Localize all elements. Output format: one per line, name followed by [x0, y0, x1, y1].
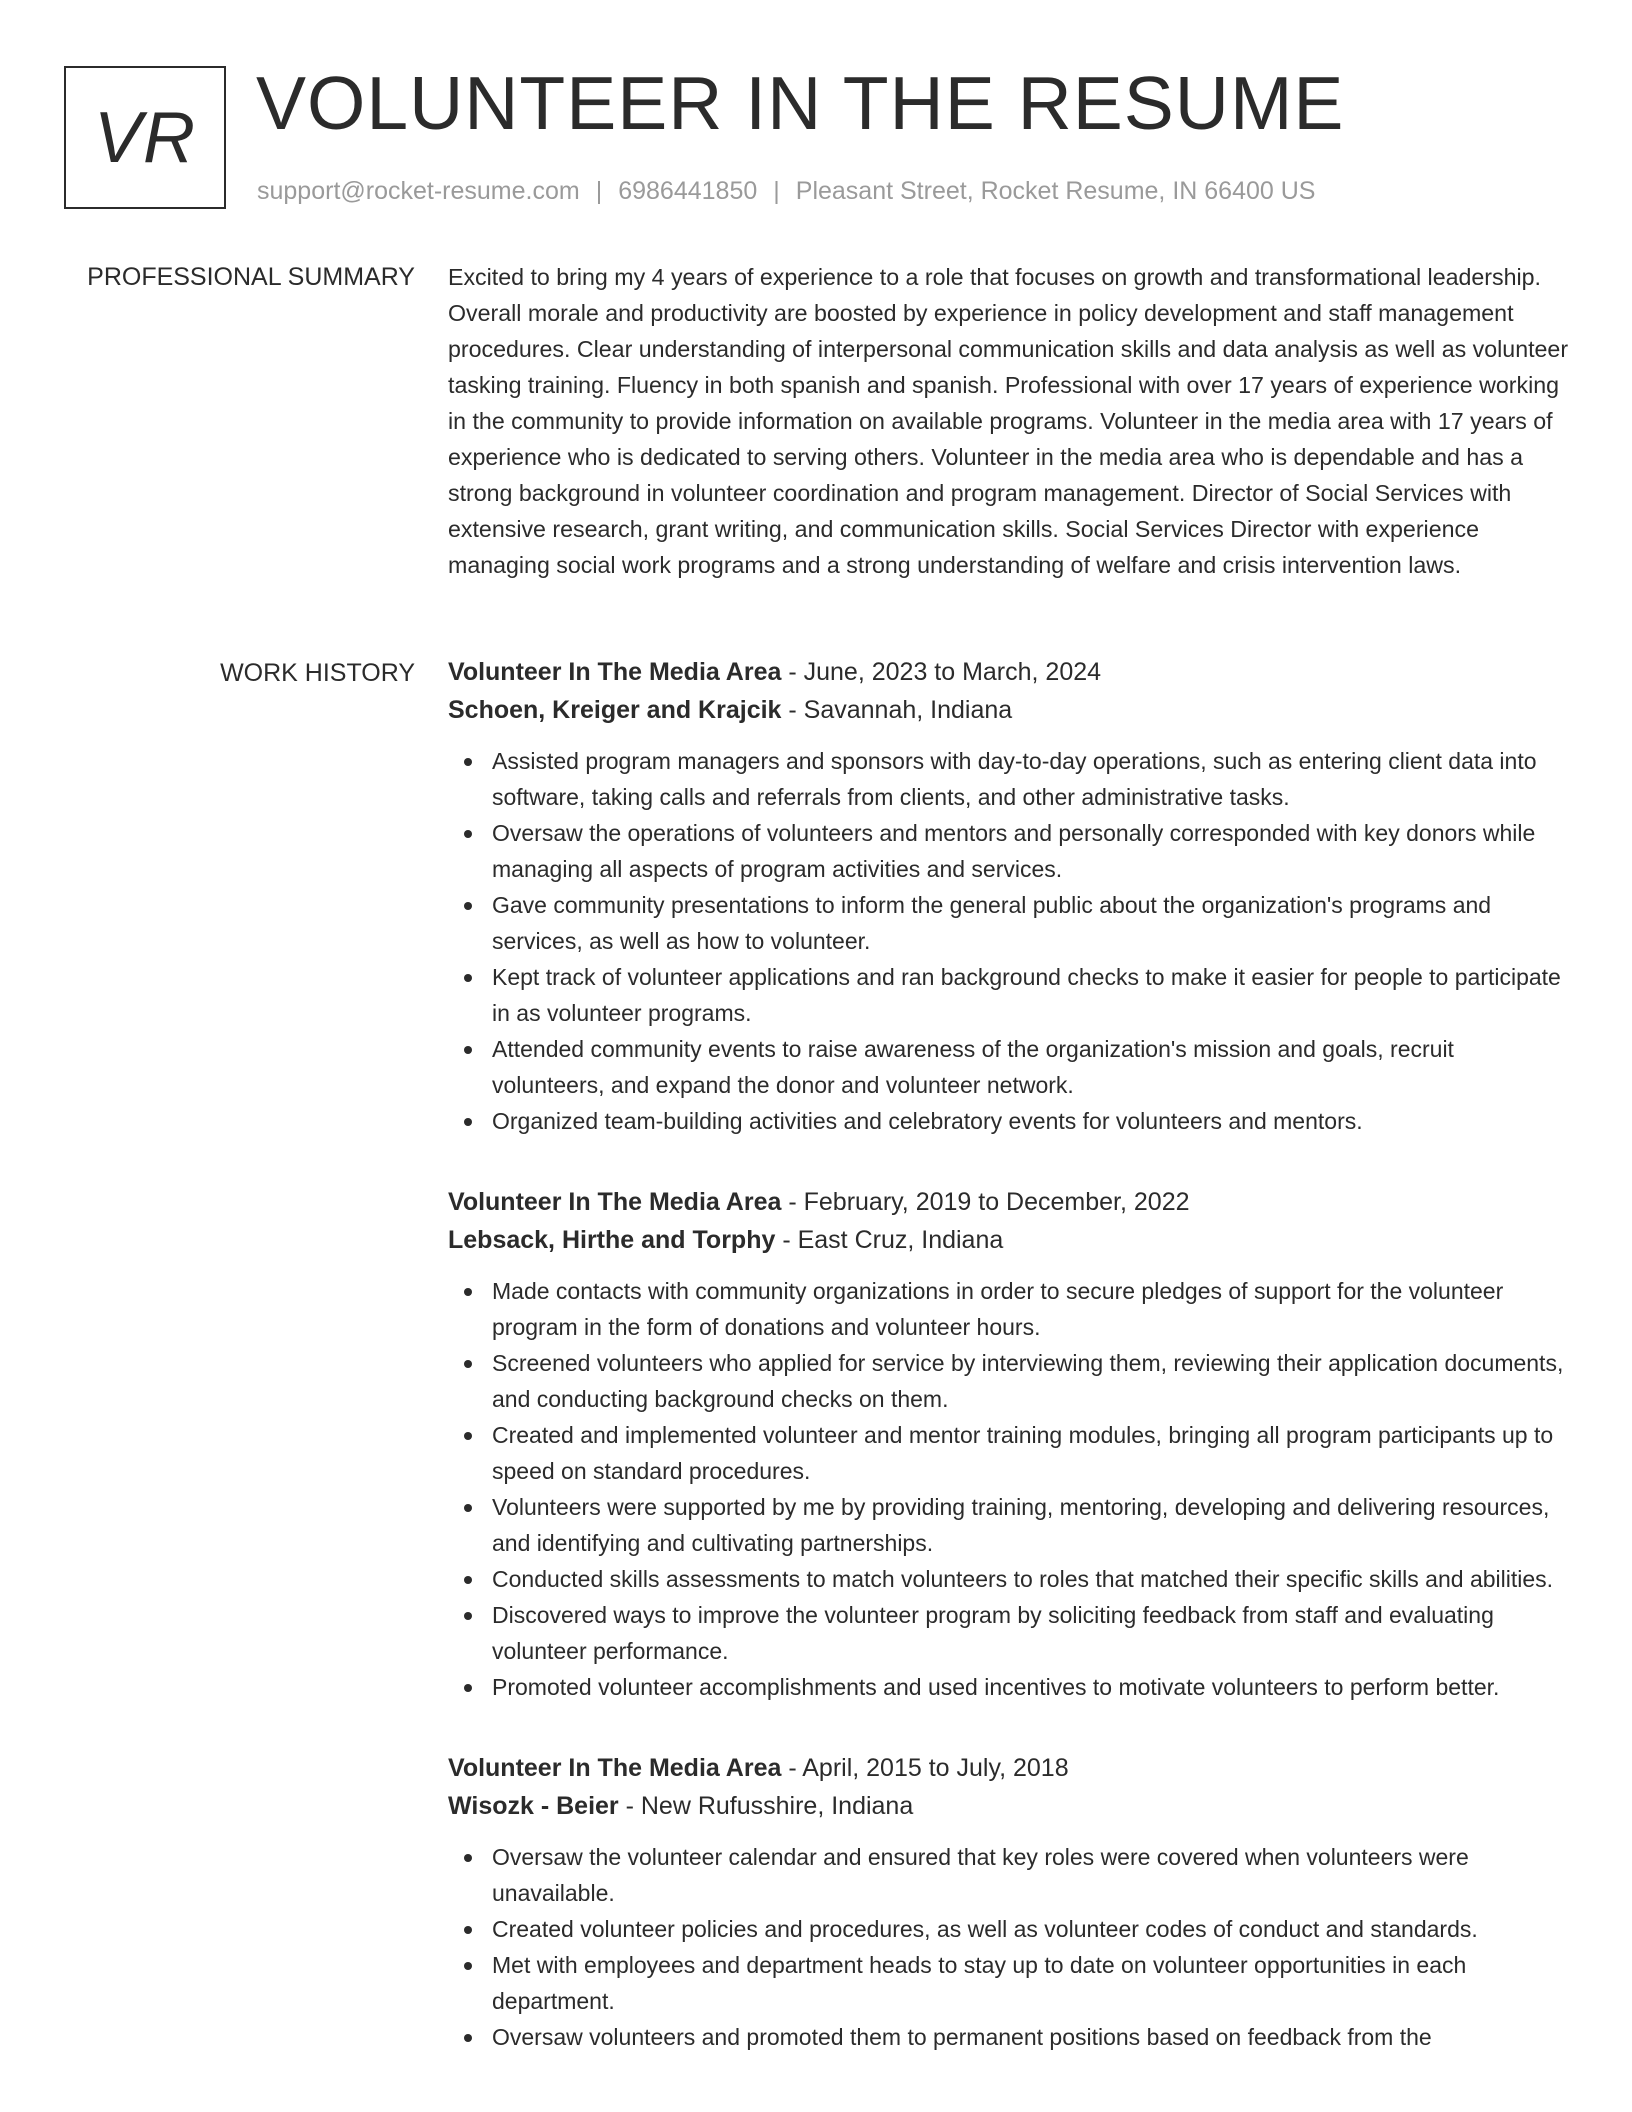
- job-bullet: Screened volunteers who applied for service by interviewing them, reviewing their application documents, and conducting background checks on them.: [448, 1345, 1572, 1417]
- job-bullet: Created volunteer policies and procedures, as well as volunteer codes of conduct and standards.: [448, 1911, 1572, 1947]
- job-bullet: Gave community presentations to inform the general public about the organization's programs and services, as well as how to volunteer.: [448, 887, 1572, 959]
- job-title-line: [448, 1183, 1572, 1221]
- job-title: Volunteer In The Media Area: [448, 658, 782, 686]
- job-entry: [448, 653, 1572, 1139]
- job-company-line: [448, 1221, 1572, 1259]
- job-bullet: Volunteers were supported by me by providing training, mentoring, developing and delivering resources, and identifying and cultivating partnerships.: [448, 1489, 1572, 1561]
- contact-address: Pleasant Street, Rocket Resume, IN 66400 US: [795, 177, 1316, 205]
- job-bullet: Oversaw the volunteer calendar and ensured that key roles were covered when volunteers were unavailable.: [448, 1839, 1572, 1911]
- job-dates: - April, 2015 to July, 2018: [781, 1754, 1069, 1782]
- contact-email: support@rocket-resume.com: [257, 177, 580, 205]
- job-bullet: Attended community events to raise awareness of the organization's mission and goals, recruit volunteers, and expand the donor and volunteer network.: [448, 1031, 1572, 1103]
- job-bullet: Met with employees and department heads to stay up to date on volunteer opportunities in each department.: [448, 1947, 1572, 2019]
- job-title-line: [448, 653, 1572, 691]
- contact-separator: |: [773, 177, 780, 205]
- job-company-line: [448, 691, 1572, 729]
- job-bullets: [448, 1839, 1572, 2055]
- summary-body: [448, 259, 1572, 583]
- job-title-line: [448, 1749, 1572, 1787]
- job-bullet: Organized team-building activities and celebratory events for volunteers and mentors.: [448, 1103, 1572, 1139]
- job-bullet: Assisted program managers and sponsors with day-to-day operations, such as entering client data into software, taking calls and referrals from clients, and other administrative tasks.: [448, 743, 1572, 815]
- job-bullet: Discovered ways to improve the volunteer program by soliciting feedback from staff and evaluating volunteer performance.: [448, 1597, 1572, 1669]
- contact-phone: 6986441850: [618, 177, 758, 205]
- monogram-initials: VR: [93, 97, 197, 178]
- job-location: - New Rufusshire, Indiana: [618, 1792, 914, 1820]
- summary-text: Excited to bring my 4 years of experience to a role that focuses on growth and transformational leadership. Overall morale and productivity are boosted by experience in policy development and staff management procedures. Clear understanding of interpersonal communication skills and data analysis as well as volunteer tasking training. Fluency in both spanish and spanish. Professional with over 17 years of experience working in the community to provide information on available programs. Volunteer in the media area with 17 years of experience who is dedicated to serving others. Volunteer in the media area who is dependable and has a strong background in volunteer coordination and program management. Director of Social Services with extensive research, grant writing, and communication skills. Social Services Director with experience managing social work programs and a strong understanding of welfare and crisis intervention laws.: [448, 264, 1569, 578]
- candidate-name: VOLUNTEER IN THE RESUME: [256, 61, 1345, 145]
- job-bullet: Oversaw the operations of volunteers and mentors and personally corresponded with key donors while managing all aspects of program activities and services.: [448, 815, 1572, 887]
- job-dates: - February, 2019 to December, 2022: [781, 1188, 1190, 1216]
- job-bullet: Kept track of volunteer applications and ran background checks to make it easier for people to participate in as volunteer programs.: [448, 959, 1572, 1031]
- job-entry: [448, 1183, 1572, 1705]
- job-location: - East Cruz, Indiana: [775, 1226, 1004, 1254]
- job-bullet: Made contacts with community organizations in order to secure pledges of support for the volunteer program in the form of donations and volunteer hours.: [448, 1273, 1572, 1345]
- job-company: Wisozk - Beier: [448, 1792, 619, 1820]
- job-bullet: Created and implemented volunteer and mentor training modules, bringing all program participants up to speed on standard procedures.: [448, 1417, 1572, 1489]
- job-bullet: Conducted skills assessments to match volunteers to roles that matched their specific skills and abilities.: [448, 1561, 1572, 1597]
- job-bullets: [448, 1273, 1572, 1705]
- job-company: Schoen, Kreiger and Krajcik: [448, 696, 782, 724]
- job-dates: - June, 2023 to March, 2024: [781, 658, 1102, 686]
- job-title: Volunteer In The Media Area: [448, 1188, 782, 1216]
- contact-line: [257, 175, 1315, 207]
- job-company: Lebsack, Hirthe and Torphy: [448, 1226, 776, 1254]
- monogram-box: [64, 66, 226, 209]
- job-entry: [448, 1749, 1572, 2055]
- job-bullets: [448, 743, 1572, 1139]
- work-history-heading: WORK HISTORY: [220, 659, 415, 687]
- work-history-body: [448, 653, 1572, 2099]
- job-bullet: Oversaw volunteers and promoted them to permanent positions based on feedback from the: [448, 2019, 1572, 2055]
- job-company-line: [448, 1787, 1572, 1825]
- summary-heading: PROFESSIONAL SUMMARY: [87, 263, 415, 291]
- job-location: - Savannah, Indiana: [781, 696, 1013, 724]
- contact-separator: |: [595, 177, 603, 205]
- job-bullet: Promoted volunteer accomplishments and used incentives to motivate volunteers to perform better.: [448, 1669, 1572, 1705]
- job-title: Volunteer In The Media Area: [448, 1754, 782, 1782]
